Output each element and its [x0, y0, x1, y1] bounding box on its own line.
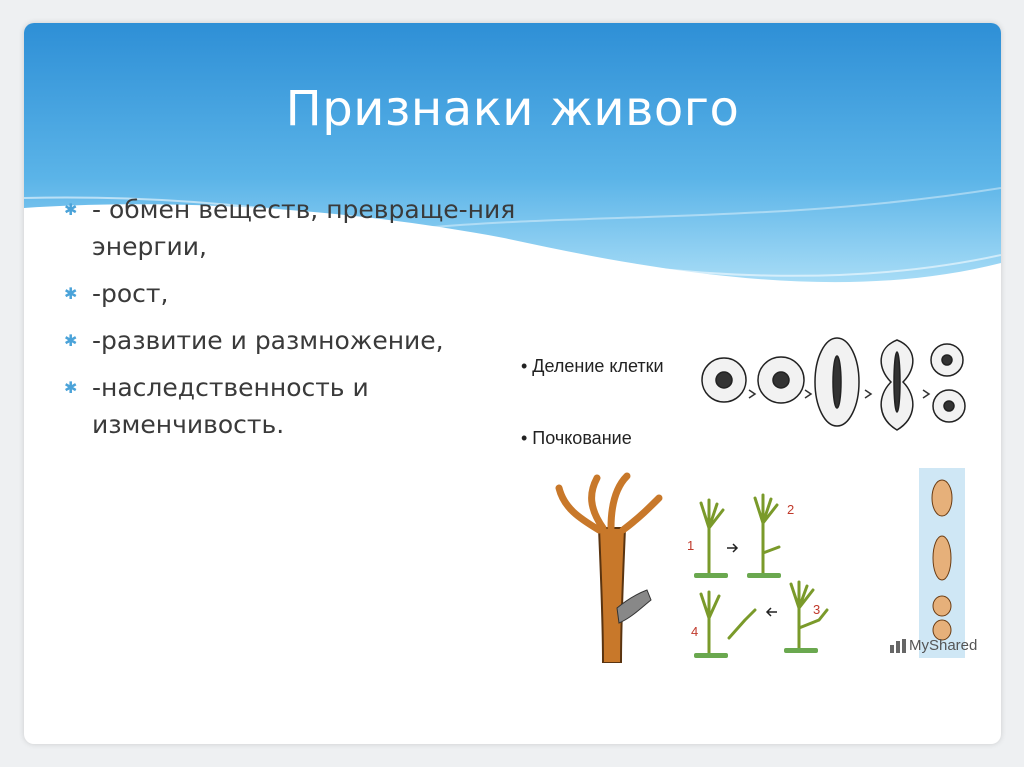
bullet-item	[64, 369, 534, 443]
step-number: 3	[813, 602, 821, 617]
asterisk-icon: ✱	[64, 378, 78, 397]
myshared-logo-icon	[890, 639, 906, 653]
watermark	[890, 637, 977, 654]
bullet-text: - обмен веществ, превраще-ния энергии,	[92, 195, 516, 261]
label-budding: • Почкование	[521, 428, 632, 448]
step-number: 4	[691, 624, 699, 639]
asterisk-icon: ✱	[64, 200, 78, 219]
bullet-text: -рост,	[92, 279, 169, 308]
bullet-text: -наследственность и изменчивость.	[92, 373, 369, 439]
asterisk-icon: ✱	[64, 284, 78, 303]
step-number: 1	[687, 538, 695, 553]
paramecium-division-strip	[919, 468, 965, 658]
bullet-item	[64, 275, 534, 312]
step-number: 2	[787, 502, 795, 517]
bullet-item	[64, 191, 534, 265]
watermark-text: MyShared	[909, 637, 978, 654]
asterisk-icon: ✱	[64, 331, 78, 350]
bullet-text: -развитие и размножение,	[92, 326, 444, 355]
bullet-list	[64, 191, 534, 453]
label-cell-division: • Деление клетки	[521, 356, 664, 376]
slide-title: Признаки живого	[285, 81, 740, 137]
reproduction-figure	[519, 318, 979, 663]
bullet-item	[64, 322, 534, 359]
slide	[24, 23, 1001, 744]
